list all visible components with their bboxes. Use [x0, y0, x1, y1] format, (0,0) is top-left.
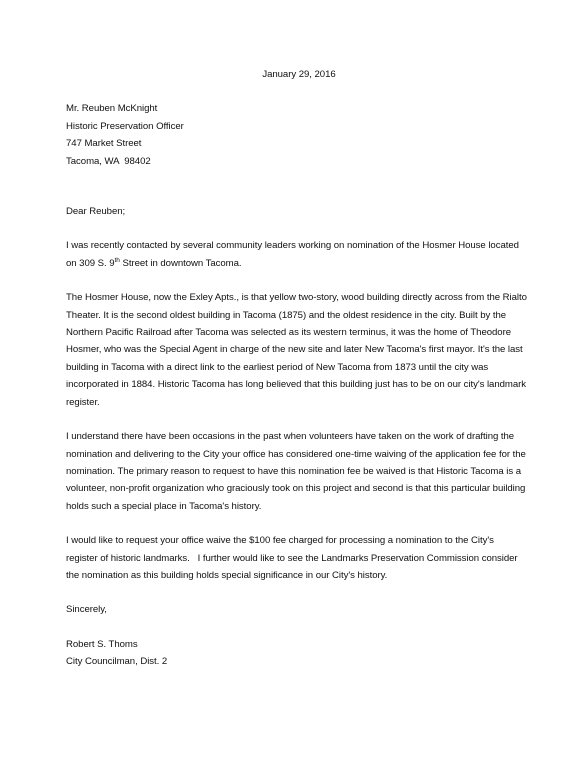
paragraph-1: [66, 237, 528, 272]
signer-name: Robert S. Thoms: [66, 638, 138, 650]
recipient-address: [66, 100, 528, 170]
closing: Sincerely,: [66, 604, 107, 616]
letter-body: [66, 66, 528, 671]
paragraph-1-text-b: Street in downtown Tacoma.: [119, 257, 242, 269]
letter-date: January 29, 2016: [262, 69, 336, 80]
salutation: Dear Reuben;: [66, 206, 126, 218]
recipient-name: Mr. Reuben McKnight: [66, 103, 158, 115]
ordinal-suffix: th: [114, 256, 120, 264]
recipient-title: Historic Preservation Officer: [66, 120, 184, 132]
paragraph-3: I understand there have been occasions in the past when volunteers have taken on the work of drafting the nomination and delivering to the City your office has considered one-time waiving of the application fee for the nomination. The primary reason to request to have this nomination fee be waived is that Historic Tacoma is a volunteer, non-profit organization who graciously took on this project and second is that this particular building holds such a special place in Tacoma's history.: [66, 431, 526, 512]
signature-block: [66, 636, 528, 671]
signer-title: City Councilman, Dist. 2: [66, 656, 168, 668]
paragraph-4: I would like to request your office waive the $100 fee charged for processing a nomination to the City's register of historic landmarks. I further would like to see the Landmarks Preservation Commission consider the nomination as this building holds special significance in our City's history.: [66, 535, 521, 581]
paragraph-1-text-a: I was recently contacted by several community leaders working on nomination of the Hosmer House located on 309 S. 9: [66, 240, 519, 269]
paragraph-2: The Hosmer House, now the Exley Apts., is that yellow two-story, wood building directly across from the Rialto Theater. It is the second oldest building in Tacoma (1875) and the oldest residence in the city. Built by the Northern Pacific Railroad after Tacoma was selected as its western terminus, it was the home of Theodore Hosmer, who was the Special Agent in charge of the new site and later New Tacoma's first mayor. It's the last building in Tacoma with a direct link to the earliest period of New Tacoma from 1873 until the city was incorporated in 1884. Historic Tacoma has long believed that this building just has to be on our city's landmark register.: [66, 292, 527, 408]
recipient-street: 747 Market Street: [66, 138, 142, 150]
recipient-city: Tacoma, WA 98402: [66, 155, 151, 167]
